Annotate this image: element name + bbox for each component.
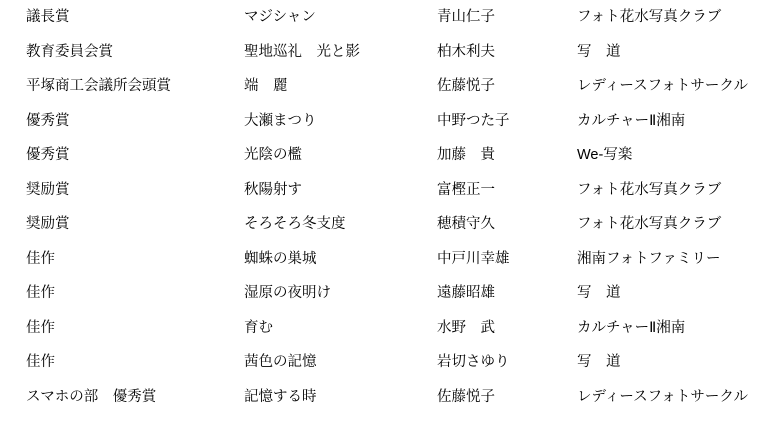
cell-name: 穂積守久	[437, 216, 495, 232]
cell-title: 光陰の檻	[244, 147, 302, 163]
table-row	[0, 138, 778, 173]
cell-name: 青山仁子	[437, 9, 495, 25]
cell-award: 奨励賞	[26, 216, 70, 232]
table-row	[0, 173, 778, 208]
cell-award: 佳作	[26, 354, 55, 370]
cell-club: 写 道	[577, 285, 621, 301]
table-row	[0, 345, 778, 380]
cell-club: We-写楽	[577, 147, 633, 163]
cell-name: 中戸川幸雄	[437, 250, 510, 267]
cell-title: 大瀬まつり	[244, 112, 317, 129]
cell-club: レディースフォトサークル	[577, 388, 748, 405]
table-row	[0, 69, 778, 104]
cell-award: 佳作	[26, 319, 55, 336]
cell-club: 湘南フォトファミリー	[577, 250, 721, 267]
cell-club: カルチャーⅡ湘南	[577, 319, 686, 336]
cell-club: レディースフォトサークル	[577, 78, 748, 94]
cell-title: 聖地巡礼 光と影	[244, 43, 360, 60]
cell-name: 中野つた子	[437, 112, 510, 129]
cell-award: 議長賞	[26, 9, 70, 25]
table-row	[0, 311, 778, 346]
cell-club: 写 道	[577, 43, 621, 60]
cell-club: フォト花水写真クラブ	[577, 9, 722, 25]
table-row	[0, 0, 778, 35]
cell-name: 岩切さゆり	[437, 354, 510, 370]
table-row	[0, 207, 778, 242]
cell-title: 記憶する時	[244, 388, 317, 405]
cell-title: そろそろ冬支度	[244, 216, 346, 232]
cell-name: 富樫正一	[437, 181, 495, 198]
cell-name: 佐藤悦子	[437, 78, 495, 94]
table-row	[0, 35, 778, 70]
cell-club: カルチャーⅡ湘南	[577, 112, 686, 129]
cell-award: 教育委員会賞	[26, 43, 113, 60]
cell-name: 遠藤昭雄	[437, 285, 495, 301]
cell-title: 育む	[244, 319, 273, 336]
table-row	[0, 242, 778, 277]
table-row	[0, 104, 778, 139]
cell-award: スマホの部 優秀賞	[26, 388, 157, 405]
cell-club: 写 道	[577, 354, 621, 370]
cell-title: 湿原の夜明け	[244, 285, 331, 301]
table-row	[0, 276, 778, 311]
cell-award: 優秀賞	[26, 147, 70, 163]
cell-name: 加藤 貴	[437, 147, 495, 163]
cell-award: 平塚商工会議所会頭賞	[26, 78, 171, 94]
cell-name: 水野 武	[437, 319, 495, 336]
cell-club: フォト花水写真クラブ	[577, 216, 722, 232]
cell-title: 端 麗	[244, 78, 288, 94]
cell-name: 柏木利夫	[437, 43, 495, 60]
cell-title: 蜘蛛の巣城	[244, 250, 317, 267]
cell-award: 佳作	[26, 250, 55, 267]
cell-award: 奨励賞	[26, 181, 70, 198]
cell-title: マジシャン	[244, 9, 316, 25]
cell-title: 秋陽射す	[244, 181, 302, 198]
table-row	[0, 380, 778, 415]
cell-award: 優秀賞	[26, 112, 70, 129]
cell-title: 茜色の記憶	[244, 354, 317, 370]
cell-club: フォト花水写真クラブ	[577, 181, 722, 198]
cell-name: 佐藤悦子	[437, 388, 495, 405]
cell-award: 佳作	[26, 285, 55, 301]
